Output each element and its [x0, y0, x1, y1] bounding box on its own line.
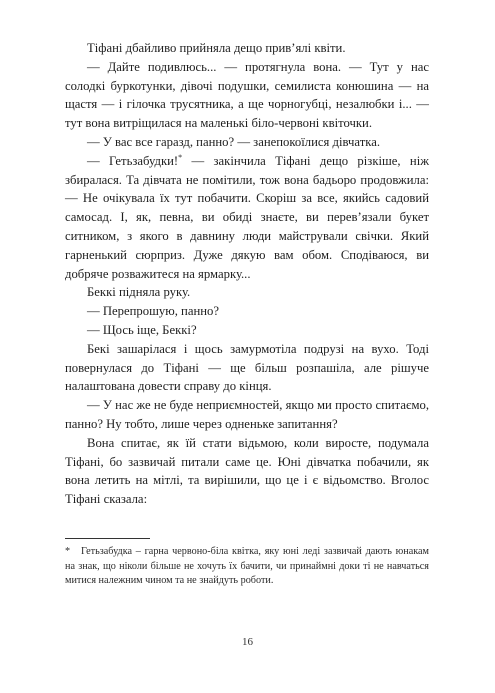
paragraph: Вона спитає, як їй стати відьмою, коли виросте, подумала Тіфані, бо зазвичай питали саме це. Юні дівчатка побачили, як вона летить на мітлі, та вирішили, що це і є відьомство. Вголос Тіфані сказала: [65, 435, 429, 507]
paragraph: Тіфані дбайливо прийняла дещо прив’ялі квіти. [87, 41, 346, 55]
paragraph: Бекі зашарілася і щось замурмотіла подрузі на вухо. Тоді повернулася до Тіфані — ще більш розпашіла, але рішуче налаштована довести справу до кінця. [65, 341, 429, 394]
body-text [65, 39, 429, 509]
paragraph: — У вас все гаразд, панно? — занепокоїлися дівчатка. [87, 134, 381, 149]
footnote [65, 545, 429, 589]
footnote-text: Гетьзабудка – гарна червоно-біла квітка, яку юні леді зазвичай дають юнакам на знак, що ніколи більше не хочуть їх бачити, чи принаймні доки ті не навчаться митися належним чином та не знайдуть роботи. [65, 546, 429, 587]
paragraph-with-footnote [65, 152, 429, 284]
paragraph-text: — закінчила Тіфані дещо різкіше, ніж збиралася. Та дівчата не помітили, тож вона бадьоро продовжила: — Не очікувала їх тут побачити. Скоріш за все, якийсь садовий самосад. І, як, певна, ви обиді знаєте, ви перев’язали букет ситником, з якого в давнину люди майстрували свічки. Який гарненький сюрприз. Дуже дякую вам обом. Сподіваюся, ви добряче розважитеся на ярмарку... [65, 153, 430, 281]
paragraph-text: — Гетьзабудки! [87, 153, 179, 168]
paragraph: — У нас же не буде неприємностей, якщо ми просто спитаємо, панно? Ну тобто, лише через одненьке запитання? [65, 398, 429, 431]
paragraph: — Дайте подивлюсь... — протягнула вона. — Тут у нас солодкі буркотунки, дівочі подушки, семилиста конюшина — на щастя — і гілочка трусятника, а ще чорногубці, незалюбки і... — тут вона витріщилася на маленькі біло-червоні квіточки. [65, 59, 429, 131]
footnote-reference: * [178, 152, 183, 162]
paragraph: — Перепрошую, панно? [87, 304, 220, 319]
paragraph: Беккі підняла руку. [87, 285, 191, 300]
paragraph: — Щось іще, Беккі? [87, 322, 197, 337]
page-number: 16 [242, 636, 253, 648]
footnote-divider [65, 538, 150, 539]
footnote-marker: * [65, 546, 71, 557]
